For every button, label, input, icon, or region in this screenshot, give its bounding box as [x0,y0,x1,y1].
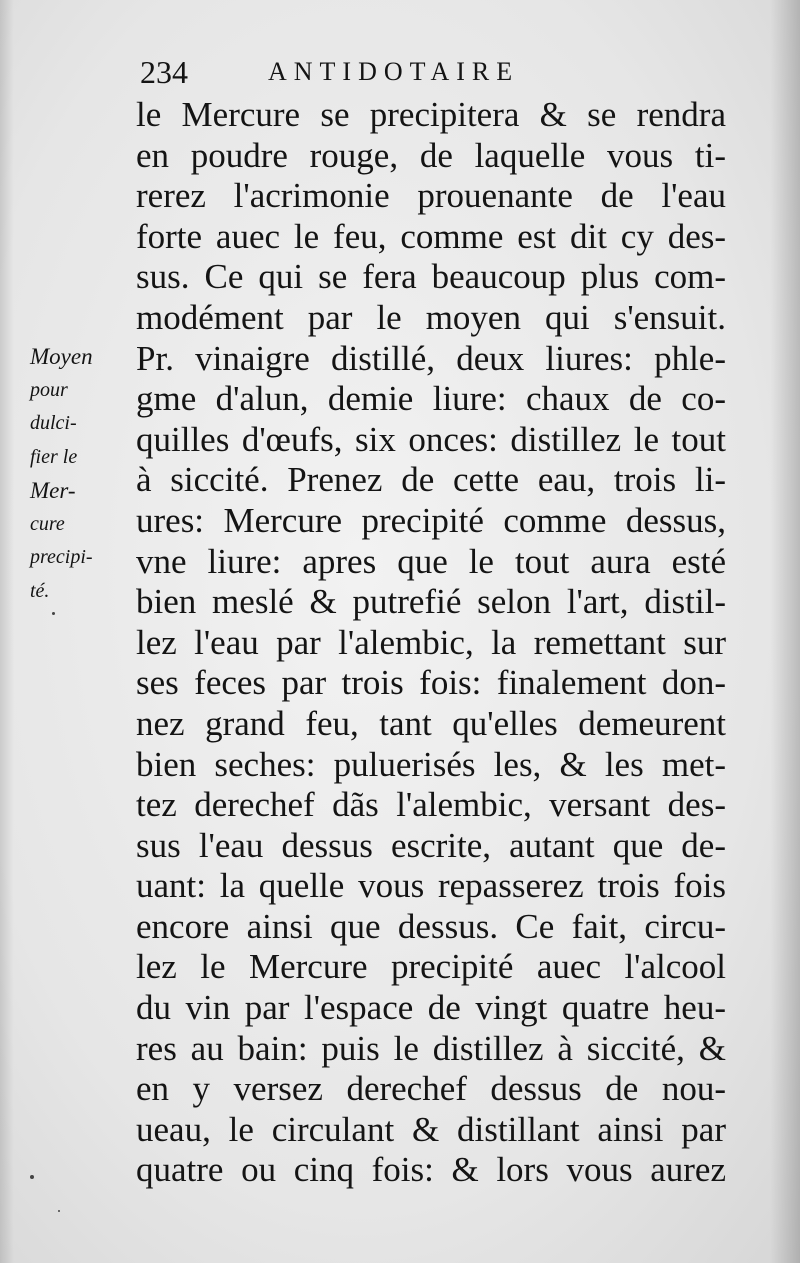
text-line: res au bain: puis le distillez à siccité, & [136,1028,726,1068]
margin-note-line: Mer- [30,478,76,503]
text-line: encore ainsi que dessus. Ce fait, circu- [136,906,726,946]
text-line: quilles d'œufs, six onces: distillez le tout [136,419,726,459]
text-line: sus l'eau dessus escrite, autant que de- [136,825,726,865]
margin-note [30,340,130,608]
text-line: bien meslé & putrefié selon l'art, distil- [136,582,726,622]
margin-note-line: precipi- [30,546,93,568]
text-line: vne liure: apres que le tout aura esté [136,541,726,581]
margin-note-line: cure [30,512,65,535]
text-line: ueau, le circulant & distillant ainsi par [136,1109,726,1149]
text-line: nez grand feu, tant qu'elles demeurent [136,703,726,743]
text-line: du vin par l'espace de vingt quatre heu- [136,988,726,1028]
text-line: le Mercure se precipitera & se rendra [136,95,726,134]
margin-note-line: Moyen [30,344,93,369]
text-line: à siccité. Prenez de cette eau, trois li- [136,460,726,500]
page-number: 234 [140,54,188,90]
ink-speck [58,1210,60,1212]
running-head: ANTIDOTAIRE [268,57,520,86]
text-line: forte auec le feu, comme est dit cy des- [136,216,726,256]
text-line: en poudre rouge, de laquelle vous ti- [136,135,726,175]
text-line: tez derechef dãs l'alembic, versant des- [136,785,726,825]
text-line: rerez l'acrimonie prouenante de l'eau [136,176,726,216]
margin-note-line: fier le [30,445,78,468]
ink-speck [52,612,55,615]
text-line: ses feces par trois fois: finalement don- [136,663,726,703]
text-line: Pr. vinaigre distillé, deux liures: phle- [136,338,726,378]
text-line: uant: la quelle vous repasserez trois fois [136,866,726,906]
text-line: lez le Mercure precipité auec l'alcool [136,947,726,987]
text-line: lez l'eau par l'alembic, la remettant sur [136,622,726,662]
gutter-shadow [0,0,14,1263]
margin-note-line: té. [30,579,50,602]
text-line: modément par le moyen qui s'ensuit. [136,297,726,337]
text-line: bien seches: puluerisés les, & les met- [136,744,726,784]
margin-note-line: pour [30,378,68,401]
ink-speck [30,1175,34,1179]
margin-note-line: dulci- [30,412,77,434]
body-text [136,95,726,1191]
text-line: sus. Ce qui se fera beaucoup plus com- [136,257,726,297]
text-line: ures: Mercure precipité comme dessus, [136,500,726,540]
text-line: quatre ou cinq fois: & lors vous aurez [136,1150,726,1190]
page-header [140,50,580,94]
text-line: en y versez derechef dessus de nou- [136,1069,726,1109]
page-edge-shadow [770,0,800,1263]
text-line: gme d'alun, demie liure: chaux de co- [136,379,726,419]
